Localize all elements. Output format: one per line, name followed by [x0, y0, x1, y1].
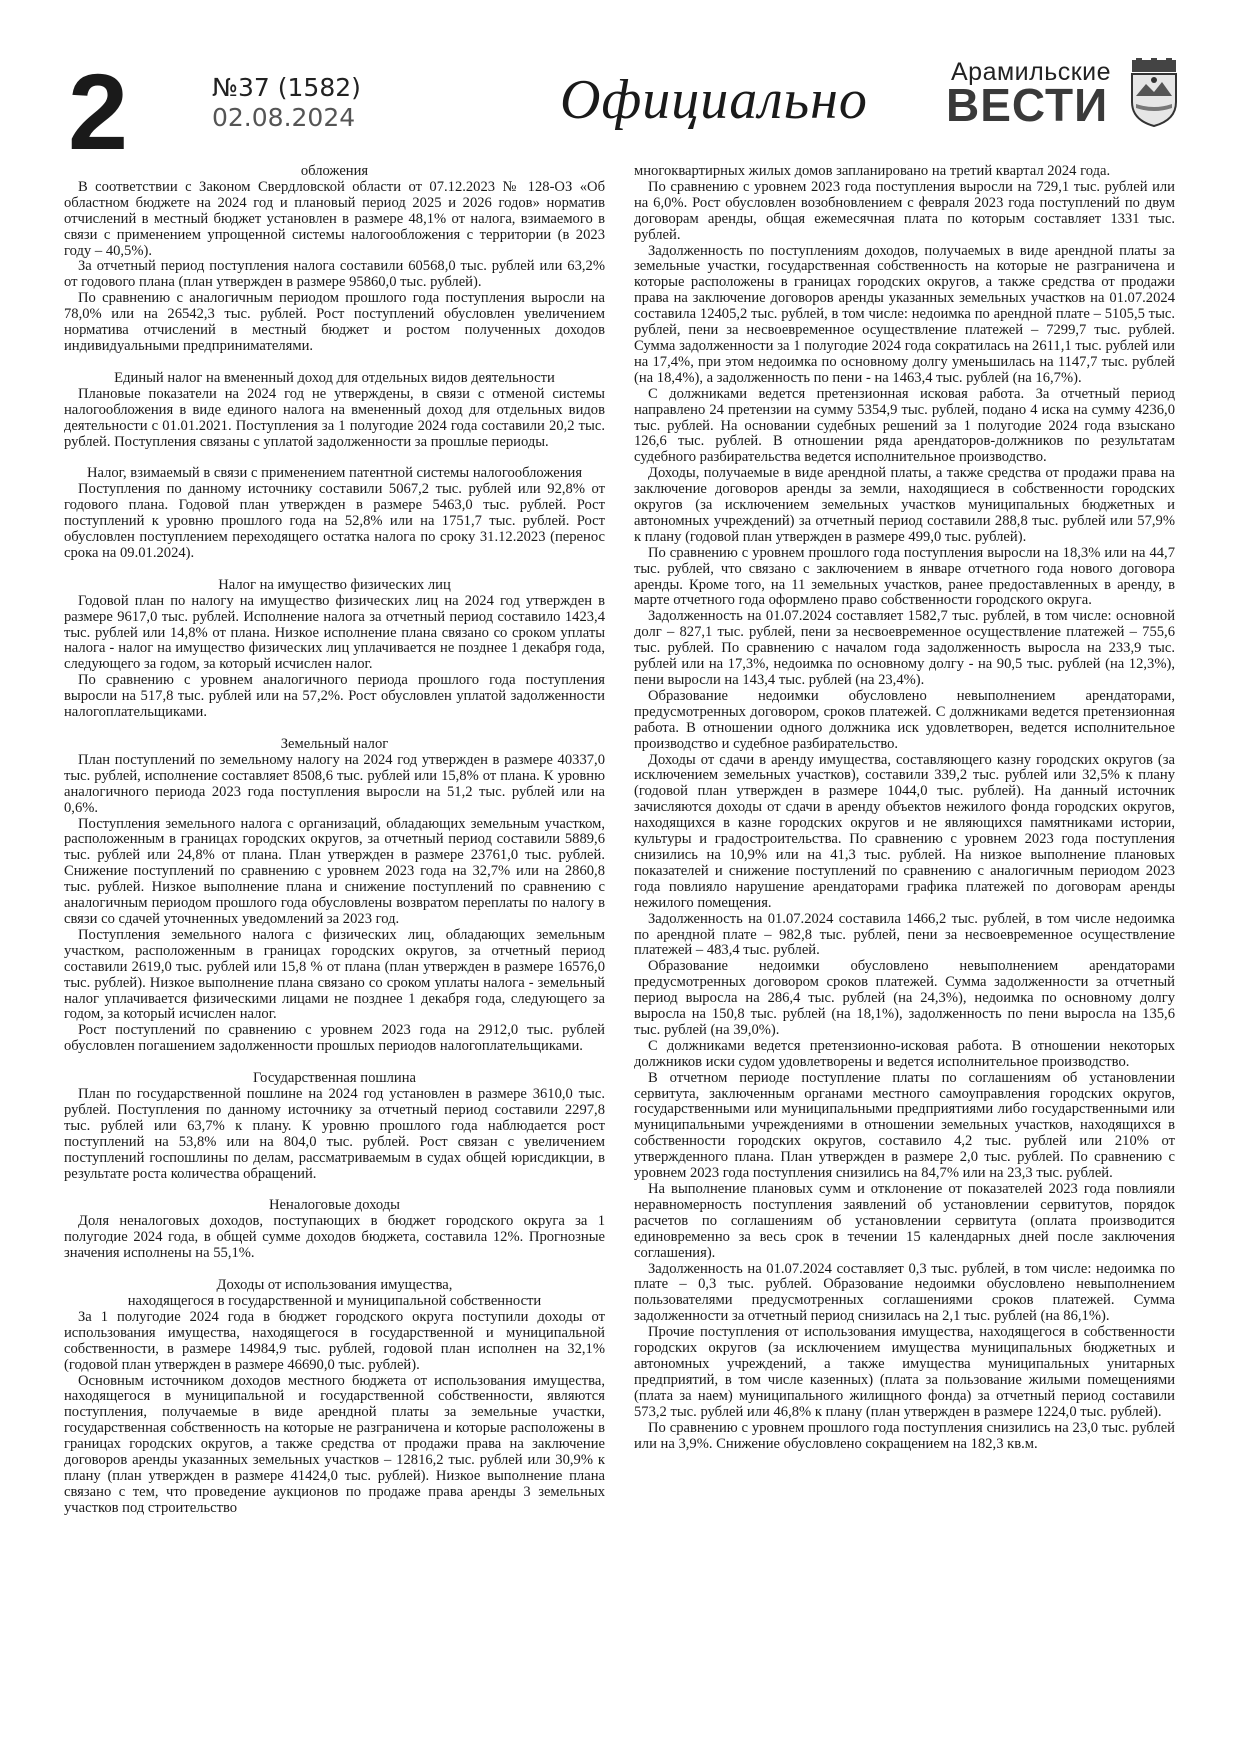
paragraph: По сравнению с уровнем прошлого года поступления снизились на 23,0 тыс. рублей или на 3,9%. Снижение обусловлено сокращением на 182,3 кв.м.: [634, 1419, 1175, 1452]
paragraph: Задолженность на 01.07.2024 составила 1466,2 тыс. рублей, в том числе недоимка по арендной плате – 982,8 тыс. рублей, пени за несвоевременное осуществление платежей – 483,4 тыс. рублей.: [634, 910, 1175, 959]
paragraph: На выполнение плановых сумм и отклонение от показателей 2023 года повлияли неравномерность поступления заявлений об установлении сервитутов, порядок расчетов по соглашениям об установлении сервитута (оплата производится единовременно за весь срок в течении 15 календарных дней после заключения соглашения).: [634, 1181, 1175, 1261]
paragraph: Годовой план по налогу на имущество физических лиц на 2024 год утвержден в размере 9617,0 тыс. рублей. Исполнение налога за отчетный период составило 1423,4 тыс. рублей или 14,8% от плана. Низкое исполнение плана связано со сроком уплаты налога - налог на имущество физических лиц уплачивается не позднее 1 декабря года, следующего за годом, за который исчислен налог.: [64, 592, 605, 673]
paragraph-gap: [64, 1182, 605, 1198]
section-heading: Земельный налог: [280, 736, 389, 752]
page-number: 2: [68, 51, 127, 172]
paragraph: многоквартирных жилых домов запланировано на третий квартал 2024 года.: [634, 163, 1111, 179]
section-heading: Неналоговые доходы: [269, 1197, 400, 1214]
article-column-left: [64, 164, 605, 1517]
paragraph: Доля неналоговых доходов, поступающих в бюджет городского округа за 1 полугодие 2024 года, в общей сумме доходов бюджета, составила 12%. Прогнозные значения исполнены на 55,1%.: [64, 1213, 605, 1262]
section-heading: Государственная пошлина: [253, 1070, 416, 1087]
paragraph: По сравнению с уровнем прошлого года поступления выросли на 18,3% или на 44,7 тыс. рублей, что связано с заключением в январе отчетного года нового договора аренды. Кроме того, на 11 земельных участков, ранее предоставленных в аренду, в марте отчетного года оформлено право собственности городского округа.: [634, 544, 1175, 609]
section-heading: Единый налог на вмененный доход для отдельных видов деятельности: [114, 369, 555, 386]
paragraph: По сравнению с уровнем 2023 года поступления выросли на 729,1 тыс. рублей или на 6,0%. Рост обусловлен возобновлением с февраля 2023 года поступлений по двум договорам аренды, общая ежемесячная плата по которым составляет 1331 тыс. рублей.: [634, 178, 1175, 243]
paragraph: С должниками ведется претензионная исковая работа. За отчетный период направлено 24 претензии на сумму 5354,9 тыс. рублей, подано 4 иска на сумму 4236,0 тыс. рублей. На основании судебных решений за 1 полугодие 2024 года взыскано 126,6 тыс. рублей. В отношении ряда арендаторов-должников по результатам судебного разбирательства ведется исполнительное производство.: [634, 385, 1175, 466]
issue-date: 02.08.2024: [212, 103, 356, 132]
section-title: Официально: [560, 69, 868, 131]
paragraph: В отчетном периоде поступление платы по соглашениям об установлении сервитута, заключенным органами местного самоуправления городских округов, государственными или муниципальными предприятиями либо государственными или муниципальными учреждениями в отношении земельных участков, находящихся в собственности городских округов, составило 4,2 тыс. рублей или 210% от утвержденного плана. План утвержден в размере 2,0 тыс. рублей. По сравнению с уровнем 2023 года поступления снизились на 84,7% или на 23,3 тыс. рублей.: [634, 1069, 1175, 1182]
section-heading: Доходы от использования имущества,: [216, 1277, 453, 1294]
paragraph: По сравнению с уровнем аналогичного периода прошлого года поступления выросли на 517,8 тыс. рублей или на 57,2%. Рост обусловлен уплатой задолженности налогоплательщиками.: [64, 672, 605, 721]
paragraph: Образование недоимки обусловлено невыполнением арендаторами предусмотренных договором сроков платежей. Сумма задолженности за отчетный период выросла на 286,4 тыс. рублей (на 24,3%), недоимка по основному долгу выросла на 150,8 тыс. рублей (на 18,1%), задолженность по пени выросла на 135,6 тыс. рублей (на 39,0%).: [634, 958, 1175, 1038]
paragraph: В соответствии с Законом Свердловской области от 07.12.2023 № 128-ОЗ «Об областном бюджете на 2024 год и плановый период 2025 и 2026 годов» норматив отчислений в местный бюджет установлен в размере 48,1% от налога, взимаемого в связи с применением упрощенной системы налогообложения с территории (в 2023 году – 40,5%).: [64, 178, 605, 259]
section-heading: находящегося в государственной и муниципальной собственности: [127, 1293, 542, 1309]
issue-number: №37 (1582): [212, 73, 361, 102]
paragraph: Поступления земельного налога с физических лиц, обладающих земельным участком, расположенным в границах городских округов, за отчетный период составили 2619,0 тыс. рублей или 15,8 % от плана (план утвержден в размере 16576,0 тыс. рублей). Низкое выполнение плана связано со сроком уплаты налога - земельный налог уплачивается физическими лицами не позднее 1 декабря года, следующего за годом, за который исчислен налог.: [64, 926, 605, 1023]
paragraph: Задолженность на 01.07.2024 составляет 0,3 тыс. рублей, в том числе: недоимка по плате – 0,3 тыс. рублей. Образование недоимки обусловлено невыполнением пользователями предусмотренных соглашениями сроков платежей. Сумма задолженности за отчетный период снизилась на 2,1 тыс. рублей (на 86,1%).: [634, 1260, 1175, 1325]
city-crest-icon: [1128, 58, 1180, 128]
paragraph: Прочие поступления от использования имущества, находящегося в собственности городских округов (за исключением имущества муниципальных бюджетных и автономных учреждений, а также имущества муниципальных унитарных предприятий, в том числе казенных) (плата за пользование жилыми помещениями (плата за наем) муниципального жилищного фонда) за отчетный период составили 573,2 тыс. рублей или 46,8% к плану (план утвержден в размере 1224,0 тыс. рублей).: [634, 1324, 1175, 1420]
paragraph-gap: [64, 1262, 605, 1278]
paragraph-gap: [64, 355, 605, 371]
article-column-right: [634, 164, 1175, 1452]
paragraph: План по государственной пошлине на 2024 год установлен в размере 3610,0 тыс. рублей. Поступления по данному источнику за отчетный период составили 2297,8 тыс. рублей или 63,7% к плану. К уровню прошлого года наблюдается рост поступлений на 53,8% или на 804,0 тыс. рублей. Рост связан с увеличением поступлений госпошлины по делам, рассматриваемым в судах общей юрисдикции, в результате роста количества обращений.: [64, 1086, 605, 1182]
paragraph: За 1 полугодие 2024 года в бюджет городского округа поступили доходы от использования имущества, находящегося в государственной и муниципальной собственности, в размере 14984,9 тыс. рублей, годовой план исполнен на 32,1% (годовой план утвержден в размере 46690,0 тыс. рублей).: [64, 1308, 605, 1373]
paragraph-gap: [64, 450, 605, 466]
paragraph: По сравнению с аналогичным периодом прошлого года поступления выросли на 78,0% или на 26542,3 тыс. рублей. Рост поступлений обусловлен увеличением норматива отчислений в местный бюджет и ростом полученных доходов индивидуальными предпринимателями.: [64, 290, 605, 354]
paragraph: Поступления по данному источнику составили 5067,2 тыс. рублей или 92,8% от годового плана. Годовой план утвержден в размере 5463,0 тыс. рублей. Рост поступлений к уровню прошлого года на 52,8% или на 1751,7 тыс. рублей. Рост обусловлен поступлением переходящего остатка налога по сроку 31.12.2023 (перенос срока на 09.01.2024).: [64, 481, 605, 561]
section-heading: обложения: [300, 163, 369, 179]
paragraph-gap: [64, 721, 605, 737]
paragraph-gap: [64, 562, 605, 578]
paragraph: Доходы от сдачи в аренду имущества, составляющего казну городских округов (за исключением земельных участков), составили 339,2 тыс. рублей или 32,5% к плану (годовой план утвержден в размере 1044,0 тыс. рублей). На данный источник зачисляются доходы от сдачи в аренду объектов нежилого фонда городских округов, находящихся в казне городских округов и не являющихся памятниками истории, культуры и градостроительства. По сравнению с уровнем 2023 года поступления снизились на 10,9% или на 41,3 тыс. рублей. На низкое выполнение плановых показателей и снижение поступлений по сравнению с аналогичным периодом 2023 года повлияло нарушение арендаторами графика платежей по договорам аренды нежилого помещения.: [634, 751, 1175, 911]
paragraph-gap: [64, 1055, 605, 1071]
paragraph: План поступлений по земельному налогу на 2024 год утвержден в размере 40337,0 тыс. рублей, исполнение составляет 8508,6 тыс. рублей или 15,8% от плана. К уровню аналогичного периода 2023 года поступления выросли на 51,2 тыс. рублей или на 0,6%.: [64, 751, 605, 816]
paragraph: С должниками ведется претензионно-исковая работа. В отношении некоторых должников иски судом удовлетворены и ведется исполнительное производство.: [634, 1037, 1175, 1070]
newspaper-logo-main: ВЕСТИ: [946, 79, 1109, 131]
paragraph: Основным источником доходов местного бюджета от использования имущества, находящегося в муниципальной и государственной собственности, являются поступления, получаемые в виде арендной платы за земельные участки, государственная собственность на которые не разграничена и которые расположены в границах городских округов, а также средства от продажи права на заключение договоров аренды указанных земельных участков – 12816,2 тыс. рублей или 30,9% к плану (план утвержден в размере 41424,0 тыс. рублей). Низкое выполнение плана связано с тем, что проведение аукционов по продаже права аренды 3 земельных участков под строительство: [64, 1372, 605, 1516]
paragraph: Образование недоимки обусловлено невыполнением арендаторами, предусмотренных договором, сроков платежей. С должниками ведется претензионная работа. В отношении одного должника иск удовлетворен, ведется исполнительное производство и судебное разбирательство.: [634, 687, 1175, 752]
paragraph: За отчетный период поступления налога составили 60568,0 тыс. рублей или 63,2% от годового плана (план утвержден в размере 95860,0 тыс. рублей).: [64, 258, 605, 291]
paragraph: Задолженность по поступлениям доходов, получаемых в виде арендной платы за земельные участки, государственная собственность на которые не разграничена и которые расположены в границах городских округов, а также средства от продажи права на заключение договоров аренды указанных земельных участков на 01.07.2024 составила 12405,2 тыс. рублей, в том числе: недоимка по арендной плате – 5105,5 тыс. рублей, пени за несвоевременное осуществление платежей – 7299,7 тыс. рублей. Сумма задолженности за 1 полугодие 2024 года сократилась на 2611,1 тыс. рублей или на 17,4%, при этом недоимка по основному долгу уменьшилась на 1147,7 тыс. рублей (на 18,4%), а задолженность по пени - на 1463,4 тыс. рублей (на 16,7%).: [634, 242, 1175, 386]
paragraph: Поступления земельного налога с организаций, обладающих земельным участком, расположенным в границах городских округов, за отчетный период составили 5889,6 тыс. рублей или 24,8% от плана. План утвержден в размере 23761,0 тыс. рублей. Снижение поступлений по сравнению с уровнем 2023 года на 32,7% или на 2860,8 тыс. рублей. Низкое выполнение плана и снижение поступлений по сравнению с аналогичным периодом прошлого года обусловлены возвратом переплаты по налогу в связи со сдачей уточненных уведомлений за 2023 год.: [64, 815, 605, 927]
section-heading: Налог, взимаемый в связи с применением патентной системы налогообложения: [86, 465, 583, 482]
paragraph: Плановые показатели на 2024 год не утверждены, в связи с отменой системы налогообложения в виде единого налога на вмененный доход для отдельных видов деятельности с 01.01.2021. Поступления за 1 полугодие 2024 года составили 20,2 тыс. рублей. Поступления связаны с уплатой задолженности за прошлые периоды.: [64, 385, 605, 450]
newspaper-logo-top: Арамильские: [951, 58, 1112, 86]
paragraph: Доходы, получаемые в виде арендной платы, а также средства от продажи права на заключение договоров аренды за земли, находящиеся в собственности городских округов (за исключением земельных участков муниципальных бюджетных и автономных учреждений) за отчетный период составили 288,8 тыс. рублей или 57,9% к плану (годовой план утвержден в размере 499,0 тыс. рублей).: [634, 465, 1175, 545]
paragraph: Задолженность на 01.07.2024 составляет 1582,7 тыс. рублей, в том числе: основной долг – 827,1 тыс. рублей, пени за несвоевременное осуществление платежей – 755,6 тыс. рублей. По сравнению с началом года задолженность выросла на 233,9 тыс. рублей или на 17,3%, недоимка по основному долгу - на 90,5 тыс. рублей (на 12,3%), пени выросли на 143,4 тыс. рублей (на 23,4%).: [634, 608, 1175, 688]
section-heading: Налог на имущество физических лиц: [218, 576, 451, 593]
issue-info: [212, 73, 361, 133]
paragraph: Рост поступлений по сравнению с уровнем 2023 года на 2912,0 тыс. рублей обусловлен погашением задолженности прошлых периодов налогоплательщиками.: [64, 1022, 605, 1055]
